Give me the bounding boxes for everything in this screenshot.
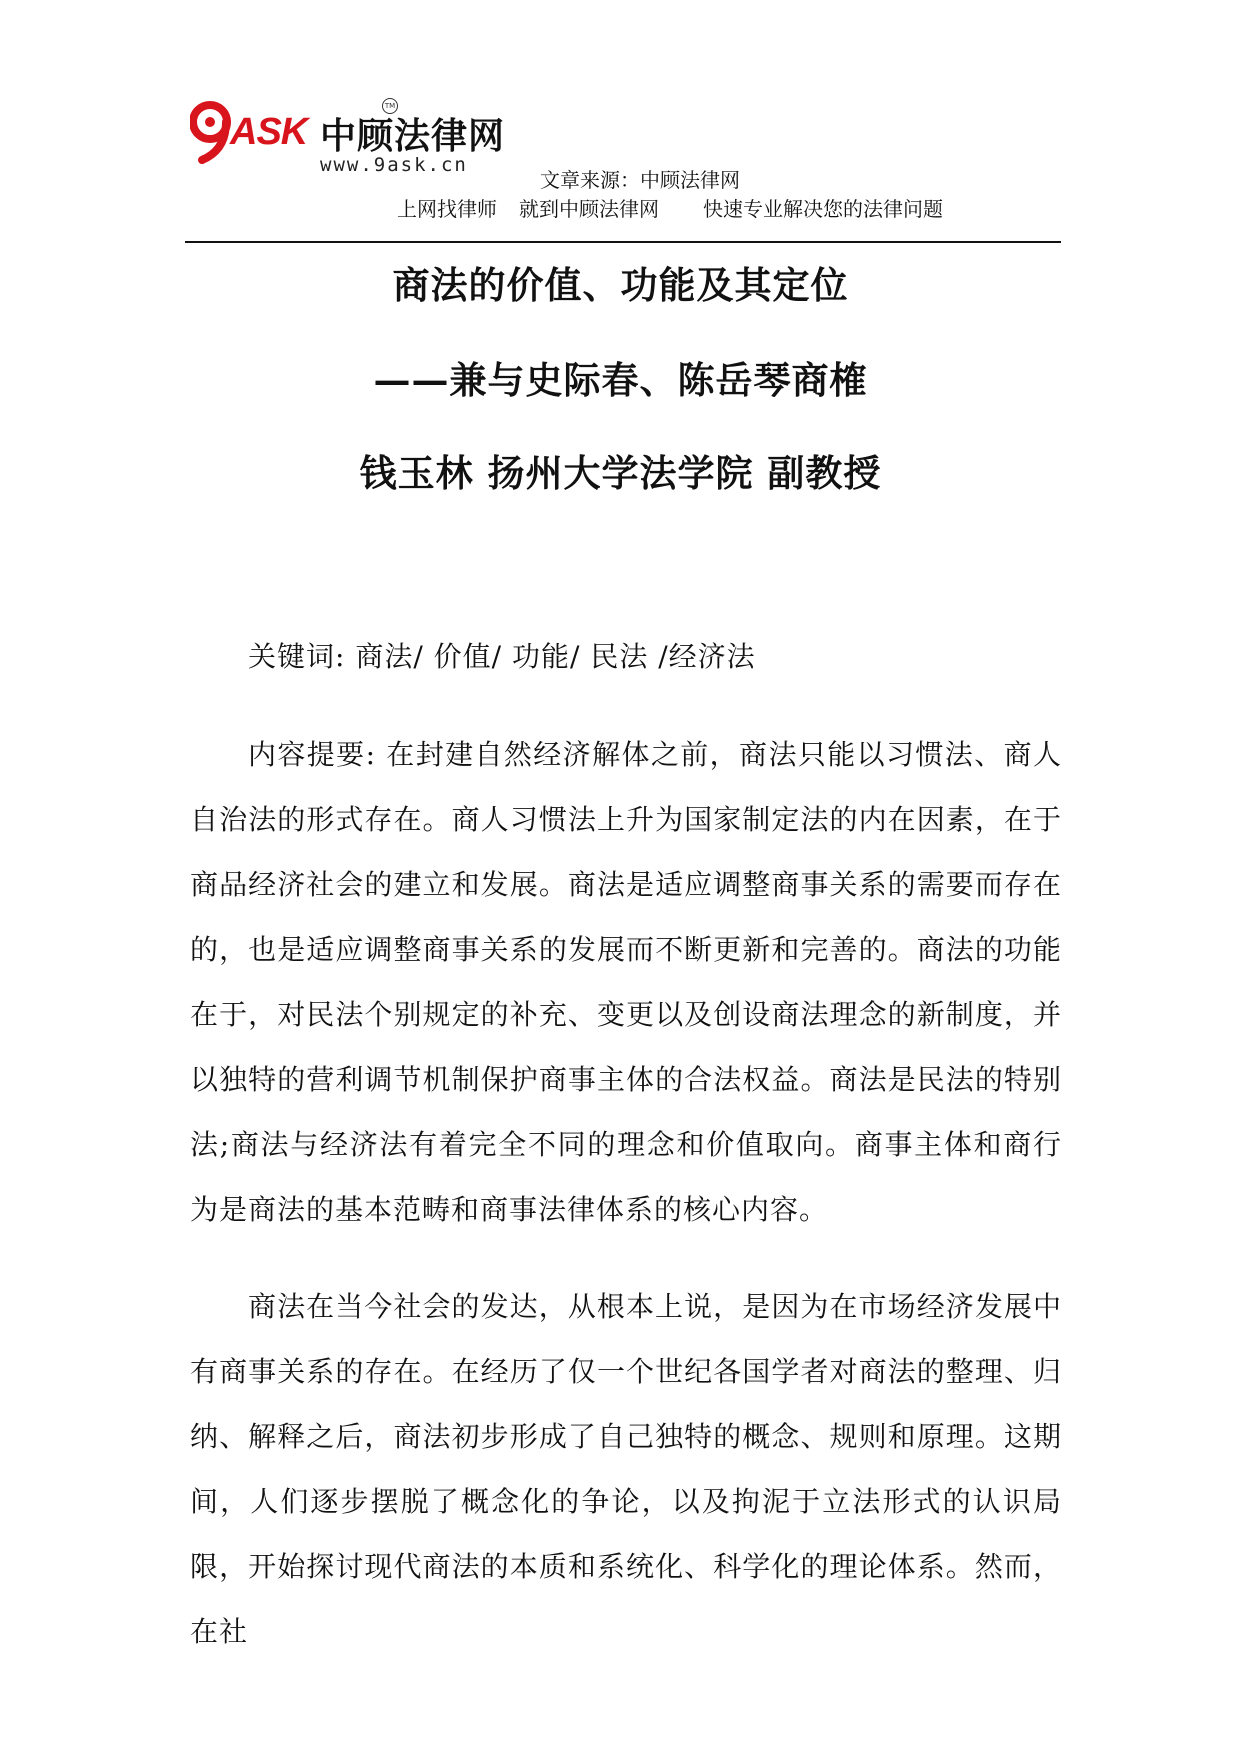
body-paragraph-block: [190, 1274, 1062, 1664]
slogan-site: 就到中顾法律网: [519, 197, 659, 221]
article-author: 钱玉林 扬州大学法学院 副教授: [359, 451, 882, 495]
trademark-icon: TM: [382, 98, 398, 114]
article-title: 商法的价值、功能及其定位: [392, 263, 849, 307]
keywords-block: [190, 624, 1062, 689]
site-logo[interactable]: [190, 98, 510, 178]
body-paragraph: 商法在当今社会的发达，从根本上说，是因为在市场经济发展中有商事关系的存在。在经历了仅一个世纪各国学者对商法的整理、归纳、解释之后，商法初步形成了自己独特的概念、规则和原理。这期间，人们逐步摆脱了概念化的争论，以及拘泥于立法形式的认识局限，开始探讨现代商法的本质和系统化、科学化的理论体系。然而，在社: [190, 1290, 1062, 1648]
logo-url[interactable]: www.9ask.cn: [320, 154, 468, 176]
abstract: 内容提要: 在封建自然经济解体之前，商法只能以习惯法、商人自治法的形式存在。商人习惯法上升为国家制定法的内在因素，在于商品经济社会的建立和发展。商法是适应调整商事关系的需要而存在的，也是适应调整商事关系的发展而不断更新和完善的。商法的功能在于，对民法个别规定的补充、变更以及创设商法理念的新制度，并以独特的营利调节机制保护商事主体的合法权益。商法是民法的特别法;商法与经济法有着完全不同的理念和价值取向。商事主体和商行为是商法的基本范畴和商事法律体系的核心内容。: [190, 738, 1062, 1226]
header-divider: [185, 241, 1061, 243]
logo-chinese-name: 中顾法律网: [320, 116, 506, 157]
article-source: 文章来源：中顾法律网: [540, 168, 740, 192]
slogan-find-lawyer: 上网找律师: [397, 197, 497, 221]
article-subtitle: ——兼与史际春、陈岳琴商榷: [373, 358, 868, 402]
slogan-service: 快速专业解决您的法律问题: [703, 197, 943, 221]
svg-text:ASK: ASK: [230, 111, 308, 153]
keywords: 关键词: 商法/ 价值/ 功能/ 民法 /经济法: [248, 640, 756, 673]
header-slogan: [397, 193, 943, 222]
abstract-block: [190, 722, 1062, 1242]
9ask-logo-mark: [190, 98, 320, 166]
